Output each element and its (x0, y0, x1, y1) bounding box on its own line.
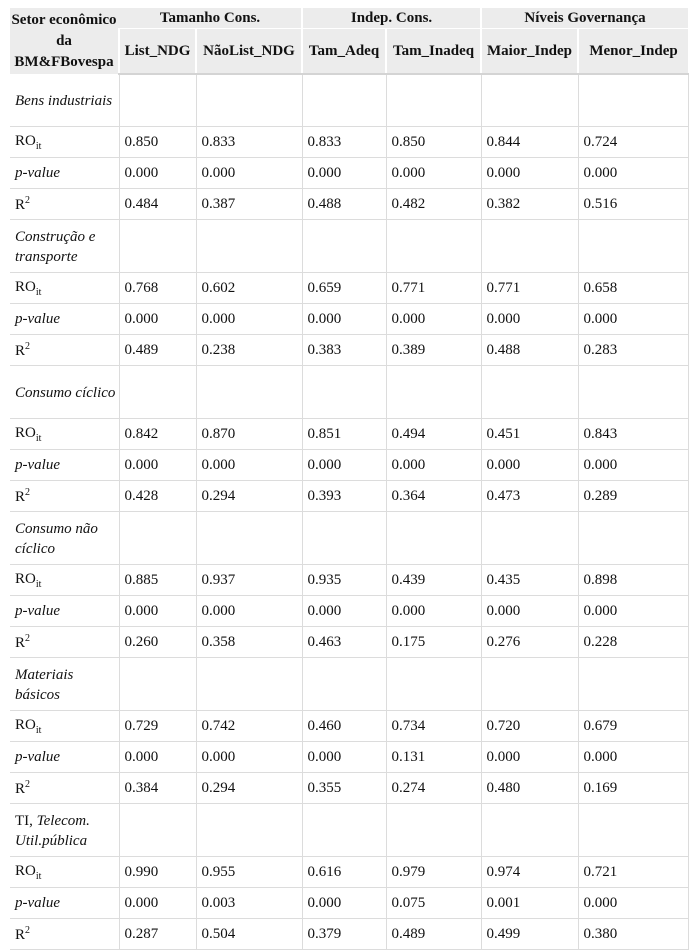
r2-row (10, 627, 688, 658)
ro-row (10, 127, 688, 158)
metric-label-main: R (15, 634, 26, 651)
value-cell: 0.000 (386, 596, 481, 627)
value-cell: 0.000 (119, 304, 196, 335)
metric-label (10, 596, 119, 627)
metric-label-main: p-value (15, 456, 60, 473)
value-cell: 0.000 (302, 158, 386, 189)
value-cell: 0.734 (386, 711, 481, 742)
value-cell: 0.000 (578, 742, 688, 773)
value-cell: 0.260 (119, 627, 196, 658)
value-cell: 0.771 (386, 273, 481, 304)
sector-row (10, 658, 688, 711)
empty-cell (196, 512, 302, 565)
value-cell: 0.276 (481, 627, 578, 658)
metric-label-main: p-value (15, 748, 60, 765)
metric-label (10, 773, 119, 804)
value-cell: 0.679 (578, 711, 688, 742)
ro-row (10, 419, 688, 450)
empty-cell (578, 512, 688, 565)
value-cell: 0.659 (302, 273, 386, 304)
r2-row (10, 335, 688, 366)
metric-label-main: p-value (15, 894, 60, 911)
value-cell: 0.937 (196, 565, 302, 596)
metric-label-main: RO (15, 862, 36, 879)
metric-label-main: RO (15, 716, 36, 733)
value-cell: 0.238 (196, 335, 302, 366)
value-cell: 0.843 (578, 419, 688, 450)
value-cell: 0.003 (196, 888, 302, 919)
value-cell: 0.473 (481, 481, 578, 512)
empty-cell (119, 804, 196, 857)
value-cell: 0.516 (578, 189, 688, 220)
value-cell: 0.870 (196, 419, 302, 450)
value-cell: 0.885 (119, 565, 196, 596)
sector-row (10, 74, 688, 127)
sector-name (10, 220, 119, 273)
value-cell: 0.974 (481, 857, 578, 888)
value-cell: 0.850 (119, 127, 196, 158)
value-cell: 0.287 (119, 919, 196, 950)
empty-cell (386, 366, 481, 419)
value-cell: 0.000 (481, 450, 578, 481)
value-cell: 0.721 (578, 857, 688, 888)
value-cell: 0.000 (386, 304, 481, 335)
metric-label-main: R (15, 780, 26, 797)
metric-label (10, 335, 119, 366)
value-cell: 0.355 (302, 773, 386, 804)
value-cell: 0.000 (302, 742, 386, 773)
value-cell: 0.000 (196, 304, 302, 335)
empty-cell (302, 366, 386, 419)
sector-name-text: Construção e transporte (15, 229, 96, 265)
table-header (10, 8, 688, 74)
value-cell: 0.724 (578, 127, 688, 158)
metric-label (10, 565, 119, 596)
group-header-tamanho: Tamanho Cons. (119, 8, 302, 29)
empty-cell (196, 366, 302, 419)
metric-label-superscript: 2 (25, 340, 31, 352)
value-cell: 0.294 (196, 773, 302, 804)
metric-label (10, 189, 119, 220)
sector-name (10, 804, 119, 857)
value-cell: 0.771 (481, 273, 578, 304)
value-cell: 0.000 (196, 450, 302, 481)
column-header: Tam_Inadeq (386, 29, 481, 75)
value-cell: 0.289 (578, 481, 688, 512)
value-cell: 0.460 (302, 711, 386, 742)
value-cell: 0.175 (386, 627, 481, 658)
sector-row (10, 220, 688, 273)
value-cell: 0.380 (578, 919, 688, 950)
value-cell: 0.616 (302, 857, 386, 888)
value-cell: 0.000 (481, 304, 578, 335)
value-cell: 0.000 (302, 304, 386, 335)
metric-label-superscript: 2 (25, 194, 31, 206)
column-header: Menor_Indep (578, 29, 688, 75)
value-cell: 0.489 (119, 335, 196, 366)
value-cell: 0.000 (119, 450, 196, 481)
column-header: Tam_Adeq (302, 29, 386, 75)
pvalue-row (10, 888, 688, 919)
value-cell: 0.274 (386, 773, 481, 804)
metric-label-main: R (15, 342, 26, 359)
value-cell: 0.833 (302, 127, 386, 158)
metric-label-main: p-value (15, 310, 60, 327)
empty-cell (302, 220, 386, 273)
column-header: List_NDG (119, 29, 196, 75)
metric-label (10, 158, 119, 189)
empty-cell (302, 74, 386, 127)
empty-cell (119, 74, 196, 127)
value-cell: 0.504 (196, 919, 302, 950)
value-cell: 0.383 (302, 335, 386, 366)
column-header: NãoList_NDG (196, 29, 302, 75)
empty-cell (302, 512, 386, 565)
metric-label (10, 627, 119, 658)
metric-label (10, 481, 119, 512)
group-header-indep: Indep. Cons. (302, 8, 481, 29)
metric-label-subscript: it (35, 140, 42, 152)
value-cell: 0.000 (481, 596, 578, 627)
value-cell: 0.393 (302, 481, 386, 512)
value-cell: 0.439 (386, 565, 481, 596)
value-cell: 0.742 (196, 711, 302, 742)
metric-label-main: p-value (15, 164, 60, 181)
metric-label (10, 857, 119, 888)
value-cell: 0.131 (386, 742, 481, 773)
metric-label-main: R (15, 488, 26, 505)
empty-cell (386, 658, 481, 711)
value-cell: 0.499 (481, 919, 578, 950)
value-cell: 0.294 (196, 481, 302, 512)
metric-label (10, 450, 119, 481)
empty-cell (578, 74, 688, 127)
value-cell: 0.833 (196, 127, 302, 158)
group-header-governanca: Níveis Governança (481, 8, 688, 29)
value-cell: 0.000 (119, 158, 196, 189)
value-cell: 0.000 (386, 450, 481, 481)
r2-row (10, 189, 688, 220)
sector-name-text: Materiais básicos (15, 667, 74, 703)
value-cell: 0.428 (119, 481, 196, 512)
sector-row (10, 366, 688, 419)
value-cell: 0.000 (196, 596, 302, 627)
value-cell: 0.484 (119, 189, 196, 220)
value-cell: 0.382 (481, 189, 578, 220)
metric-label-superscript: 2 (25, 924, 31, 936)
value-cell: 0.463 (302, 627, 386, 658)
metric-label (10, 711, 119, 742)
value-cell: 0.850 (386, 127, 481, 158)
metric-label-main: R (15, 196, 26, 213)
column-header: Maior_Indep (481, 29, 578, 75)
metric-label (10, 742, 119, 773)
value-cell: 0.001 (481, 888, 578, 919)
value-cell: 0.228 (578, 627, 688, 658)
value-cell: 0.000 (302, 888, 386, 919)
metric-label (10, 127, 119, 158)
value-cell: 0.000 (578, 888, 688, 919)
empty-cell (119, 512, 196, 565)
value-cell: 0.955 (196, 857, 302, 888)
value-cell: 0.358 (196, 627, 302, 658)
r2-row (10, 773, 688, 804)
pvalue-row (10, 450, 688, 481)
empty-cell (481, 512, 578, 565)
sector-row (10, 512, 688, 565)
value-cell: 0.898 (578, 565, 688, 596)
value-cell: 0.451 (481, 419, 578, 450)
value-cell: 0.935 (302, 565, 386, 596)
value-cell: 0.851 (302, 419, 386, 450)
empty-cell (481, 74, 578, 127)
value-cell: 0.000 (119, 742, 196, 773)
value-cell: 0.000 (481, 158, 578, 189)
empty-cell (386, 220, 481, 273)
results-table (10, 8, 689, 950)
empty-cell (196, 220, 302, 273)
value-cell: 0.364 (386, 481, 481, 512)
empty-cell (578, 658, 688, 711)
value-cell: 0.000 (196, 158, 302, 189)
sector-name (10, 512, 119, 565)
sector-row (10, 804, 688, 857)
value-cell: 0.000 (119, 888, 196, 919)
metric-label-subscript: it (35, 870, 42, 882)
value-cell: 0.075 (386, 888, 481, 919)
metric-label (10, 273, 119, 304)
pvalue-row (10, 158, 688, 189)
metric-label-main: p-value (15, 602, 60, 619)
empty-cell (481, 366, 578, 419)
value-cell: 0.482 (386, 189, 481, 220)
ro-row (10, 857, 688, 888)
sector-name-text: Consumo cíclico (15, 385, 116, 401)
value-cell: 0.379 (302, 919, 386, 950)
metric-label (10, 419, 119, 450)
metric-label (10, 888, 119, 919)
empty-cell (119, 366, 196, 419)
metric-label-main: RO (15, 424, 36, 441)
value-cell: 0.658 (578, 273, 688, 304)
empty-cell (302, 804, 386, 857)
ro-row (10, 565, 688, 596)
empty-cell (386, 74, 481, 127)
sector-name-text: Consumo não cíclico (15, 521, 98, 557)
metric-label (10, 919, 119, 950)
metric-label (10, 304, 119, 335)
value-cell: 0.000 (119, 596, 196, 627)
value-cell: 0.768 (119, 273, 196, 304)
metric-label-subscript: it (35, 286, 42, 298)
value-cell: 0.389 (386, 335, 481, 366)
pvalue-row (10, 304, 688, 335)
value-cell: 0.979 (386, 857, 481, 888)
empty-cell (481, 804, 578, 857)
value-cell: 0.489 (386, 919, 481, 950)
value-cell: 0.387 (196, 189, 302, 220)
table-body (10, 74, 688, 950)
value-cell: 0.720 (481, 711, 578, 742)
ro-row (10, 273, 688, 304)
value-cell: 0.602 (196, 273, 302, 304)
metric-label-superscript: 2 (25, 486, 31, 498)
value-cell: 0.000 (302, 596, 386, 627)
metric-label-subscript: it (35, 432, 42, 444)
sector-name-text: Telecom. Util.pública (15, 813, 90, 849)
value-cell: 0.480 (481, 773, 578, 804)
value-cell: 0.000 (578, 304, 688, 335)
value-cell: 0.000 (578, 596, 688, 627)
value-cell: 0.990 (119, 857, 196, 888)
value-cell: 0.729 (119, 711, 196, 742)
value-cell: 0.844 (481, 127, 578, 158)
value-cell: 0.000 (386, 158, 481, 189)
empty-cell (119, 658, 196, 711)
empty-cell (196, 804, 302, 857)
metric-label-subscript: it (35, 724, 42, 736)
value-cell: 0.000 (196, 742, 302, 773)
empty-cell (578, 366, 688, 419)
empty-cell (302, 658, 386, 711)
value-cell: 0.000 (302, 450, 386, 481)
value-cell: 0.384 (119, 773, 196, 804)
metric-label-main: RO (15, 132, 36, 149)
empty-cell (386, 512, 481, 565)
empty-cell (119, 220, 196, 273)
empty-cell (481, 658, 578, 711)
metric-label-subscript: it (35, 578, 42, 590)
value-cell: 0.488 (481, 335, 578, 366)
r2-row (10, 919, 688, 950)
sector-column-header: Setor econômico da BM&FBovespa (10, 8, 119, 74)
value-cell: 0.000 (578, 450, 688, 481)
sector-name-text: Bens industriais (15, 93, 113, 109)
value-cell: 0.000 (481, 742, 578, 773)
empty-cell (578, 804, 688, 857)
value-cell: 0.494 (386, 419, 481, 450)
pvalue-row (10, 742, 688, 773)
metric-label-main: R (15, 926, 26, 943)
value-cell: 0.283 (578, 335, 688, 366)
empty-cell (196, 74, 302, 127)
r2-row (10, 481, 688, 512)
value-cell: 0.488 (302, 189, 386, 220)
value-cell: 0.842 (119, 419, 196, 450)
metric-label-main: RO (15, 570, 36, 587)
sector-name (10, 366, 119, 419)
sector-name-prefix: TI, (15, 813, 37, 829)
metric-label-superscript: 2 (25, 632, 31, 644)
sector-name (10, 658, 119, 711)
ro-row (10, 711, 688, 742)
empty-cell (578, 220, 688, 273)
value-cell: 0.000 (578, 158, 688, 189)
value-cell: 0.435 (481, 565, 578, 596)
empty-cell (386, 804, 481, 857)
empty-cell (196, 658, 302, 711)
metric-label-main: RO (15, 278, 36, 295)
empty-cell (481, 220, 578, 273)
sector-name (10, 74, 119, 127)
value-cell: 0.169 (578, 773, 688, 804)
pvalue-row (10, 596, 688, 627)
metric-label-superscript: 2 (25, 778, 31, 790)
